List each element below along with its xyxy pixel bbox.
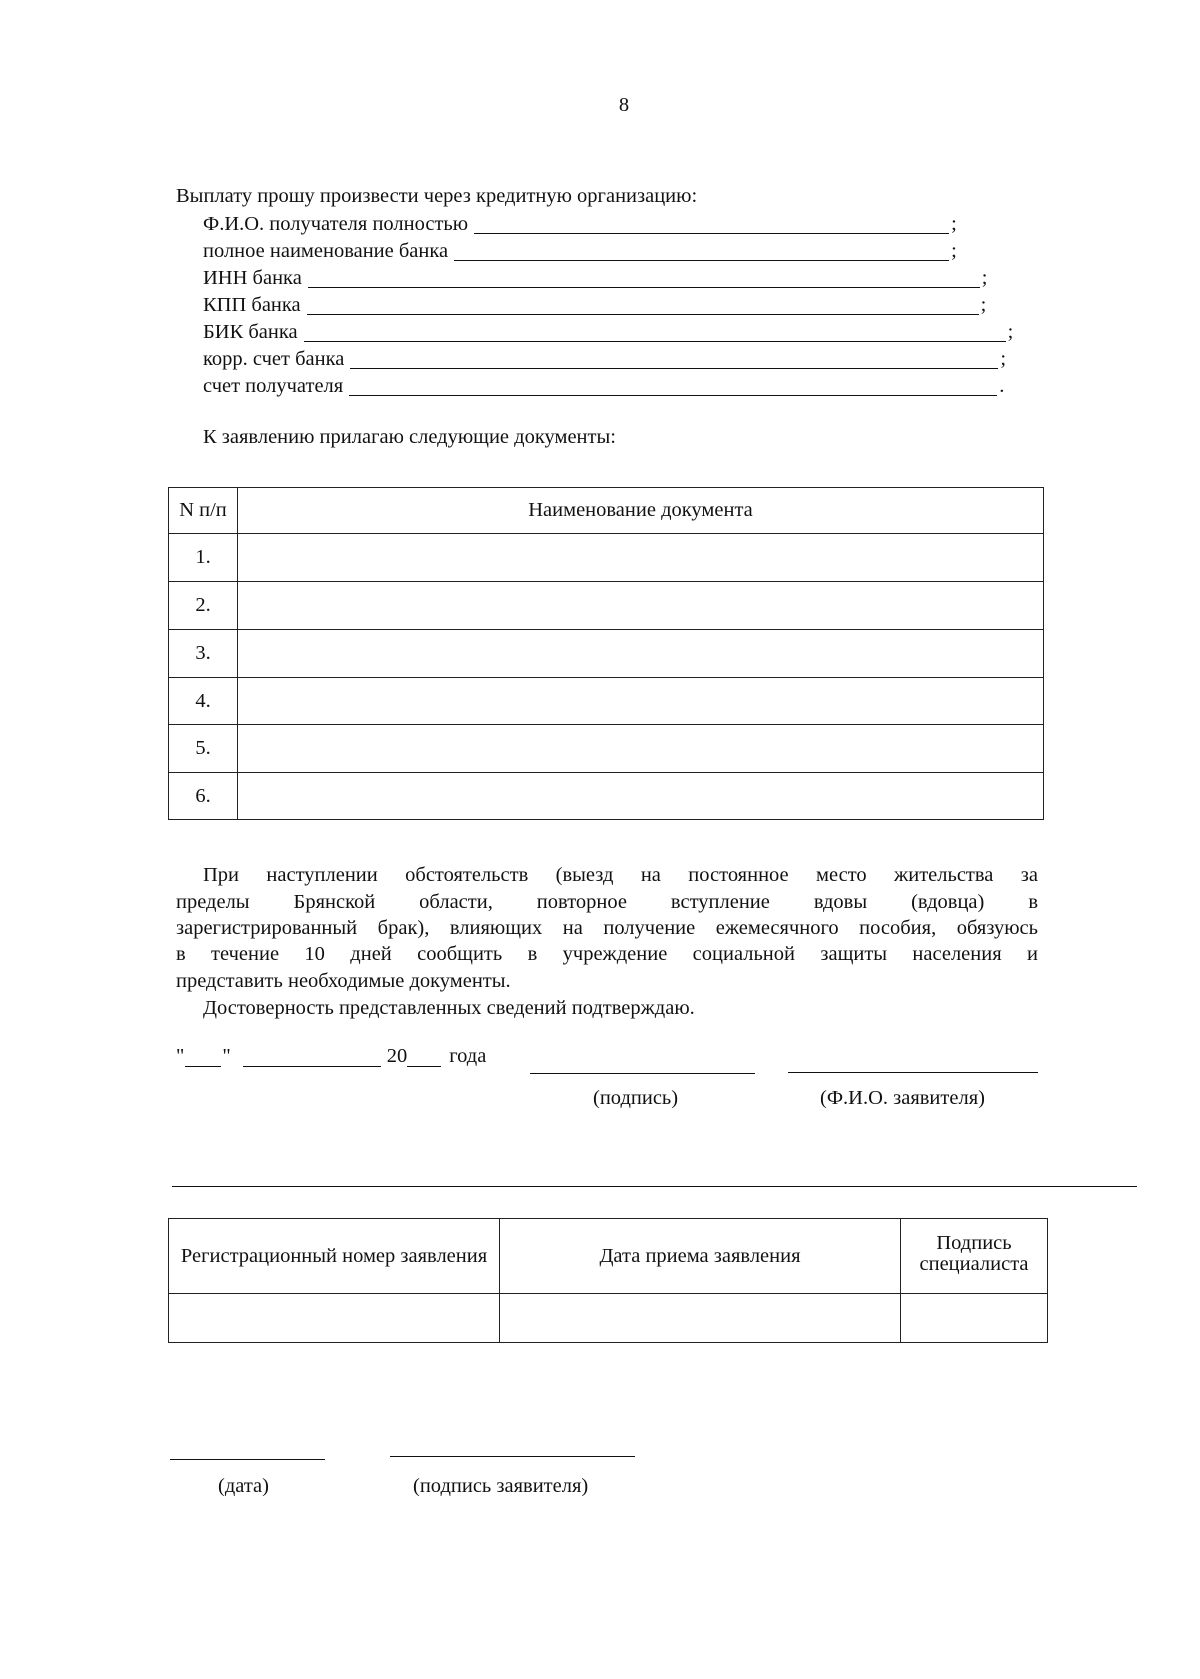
date-line — [176, 1046, 486, 1067]
field-end: ; — [1007, 320, 1014, 343]
field-end: ; — [1000, 347, 1007, 370]
year-blank[interactable] — [407, 1048, 441, 1067]
year-suffix: года — [449, 1045, 487, 1067]
table-row — [169, 725, 1044, 773]
footer-signature-caption: (подпись заявителя) — [413, 1475, 589, 1497]
field-end: ; — [951, 212, 957, 235]
field-label: БИК банка — [203, 320, 298, 343]
field-label: полное наименование банка — [203, 239, 449, 262]
field-line — [304, 323, 1006, 342]
column-document-name-header: Наименование документа — [238, 488, 1044, 534]
quote-open: " — [176, 1045, 185, 1067]
row-number: 6. — [169, 773, 238, 820]
row-number: 5. — [169, 725, 238, 773]
table-row — [169, 773, 1044, 820]
bank-inn-field[interactable] — [203, 264, 988, 288]
footer-date-line[interactable] — [170, 1459, 325, 1460]
cut-line — [172, 1186, 1137, 1187]
field-line — [349, 377, 997, 396]
field-label: КПП банка — [203, 293, 301, 316]
applicant-name-caption: (Ф.И.О. заявителя) — [820, 1087, 985, 1109]
field-label: корр. счет банка — [203, 347, 345, 370]
page-number: 8 — [618, 94, 630, 116]
registration-number-header: Регистрационный номер заявления — [169, 1219, 500, 1294]
footer-date-caption: (дата) — [218, 1475, 269, 1497]
receipt-date-header: Дата приема заявления — [500, 1219, 901, 1294]
attachments-table — [168, 487, 1044, 820]
field-end: ; — [980, 293, 987, 316]
day-blank[interactable] — [185, 1048, 221, 1067]
recipient-account-field[interactable] — [203, 372, 1004, 396]
obligation-line-3: зарегистрированный брак), влияющих на получение ежемесячного пособия, обязуюсь — [176, 917, 1038, 939]
field-end: ; — [951, 239, 957, 262]
field-label: счет получателя — [203, 374, 344, 397]
field-end: . — [999, 374, 1005, 397]
bank-full-name-field[interactable] — [203, 237, 957, 261]
row-number: 4. — [169, 678, 238, 725]
field-line — [307, 296, 979, 315]
document-name-cell[interactable] — [238, 725, 1044, 773]
footer-signature-line[interactable] — [390, 1456, 635, 1457]
column-number-header: N п/п — [169, 488, 238, 534]
document-name-cell[interactable] — [238, 773, 1044, 820]
year-prefix: 20 — [386, 1045, 408, 1067]
field-label: ИНН банка — [203, 266, 302, 289]
registration-header-row — [169, 1219, 1048, 1294]
field-end: ; — [981, 266, 988, 289]
month-blank[interactable] — [243, 1048, 381, 1067]
document-name-cell[interactable] — [238, 534, 1044, 582]
recipient-name-field[interactable] — [203, 210, 957, 234]
receipt-date-cell[interactable] — [500, 1294, 901, 1343]
table-row — [169, 630, 1044, 678]
registration-table — [168, 1218, 1048, 1343]
document-name-cell[interactable] — [238, 630, 1044, 678]
obligation-line-4: в течение 10 дней сообщить в учреждение социальной защиты населения и — [176, 943, 1038, 965]
field-line — [308, 269, 980, 288]
specialist-signature-cell[interactable] — [901, 1294, 1048, 1343]
table-header-row — [169, 488, 1044, 534]
document-name-cell[interactable] — [238, 678, 1044, 725]
obligation-line-2: пределы Брянской области, повторное вступление вдовы (вдовца) в — [176, 891, 1038, 913]
row-number: 2. — [169, 582, 238, 630]
confirmation-text: Достоверность представленных сведений подтверждаю. — [203, 997, 695, 1019]
field-line — [474, 215, 949, 234]
bank-bik-field[interactable] — [203, 318, 1013, 342]
obligation-line-5: представить необходимые документы. — [176, 970, 511, 992]
quote-close: " — [222, 1045, 231, 1067]
field-line — [350, 350, 998, 369]
table-row — [169, 678, 1044, 725]
obligation-line-1: При наступлении обстоятельств (выезд на постоянное место жительства за — [203, 864, 1038, 886]
payment-intro: Выплату прошу произвести через кредитную организацию: — [176, 185, 698, 207]
bank-kpp-field[interactable] — [203, 291, 986, 315]
document-name-cell[interactable] — [238, 582, 1044, 630]
table-row — [169, 534, 1044, 582]
attachments-intro: К заявлению прилагаю следующие документы: — [203, 426, 616, 448]
table-row — [169, 582, 1044, 630]
signature-caption: (подпись) — [593, 1087, 679, 1109]
row-number: 1. — [169, 534, 238, 582]
signature-line[interactable] — [530, 1073, 755, 1074]
specialist-signature-header: Подпись специалиста — [901, 1219, 1048, 1294]
correspondent-account-field[interactable] — [203, 345, 1006, 369]
registration-number-cell[interactable] — [169, 1294, 500, 1343]
registration-row — [169, 1294, 1048, 1343]
row-number: 3. — [169, 630, 238, 678]
applicant-name-line[interactable] — [788, 1072, 1038, 1073]
field-label: Ф.И.О. получателя полностью — [203, 212, 469, 235]
field-line — [454, 242, 949, 261]
